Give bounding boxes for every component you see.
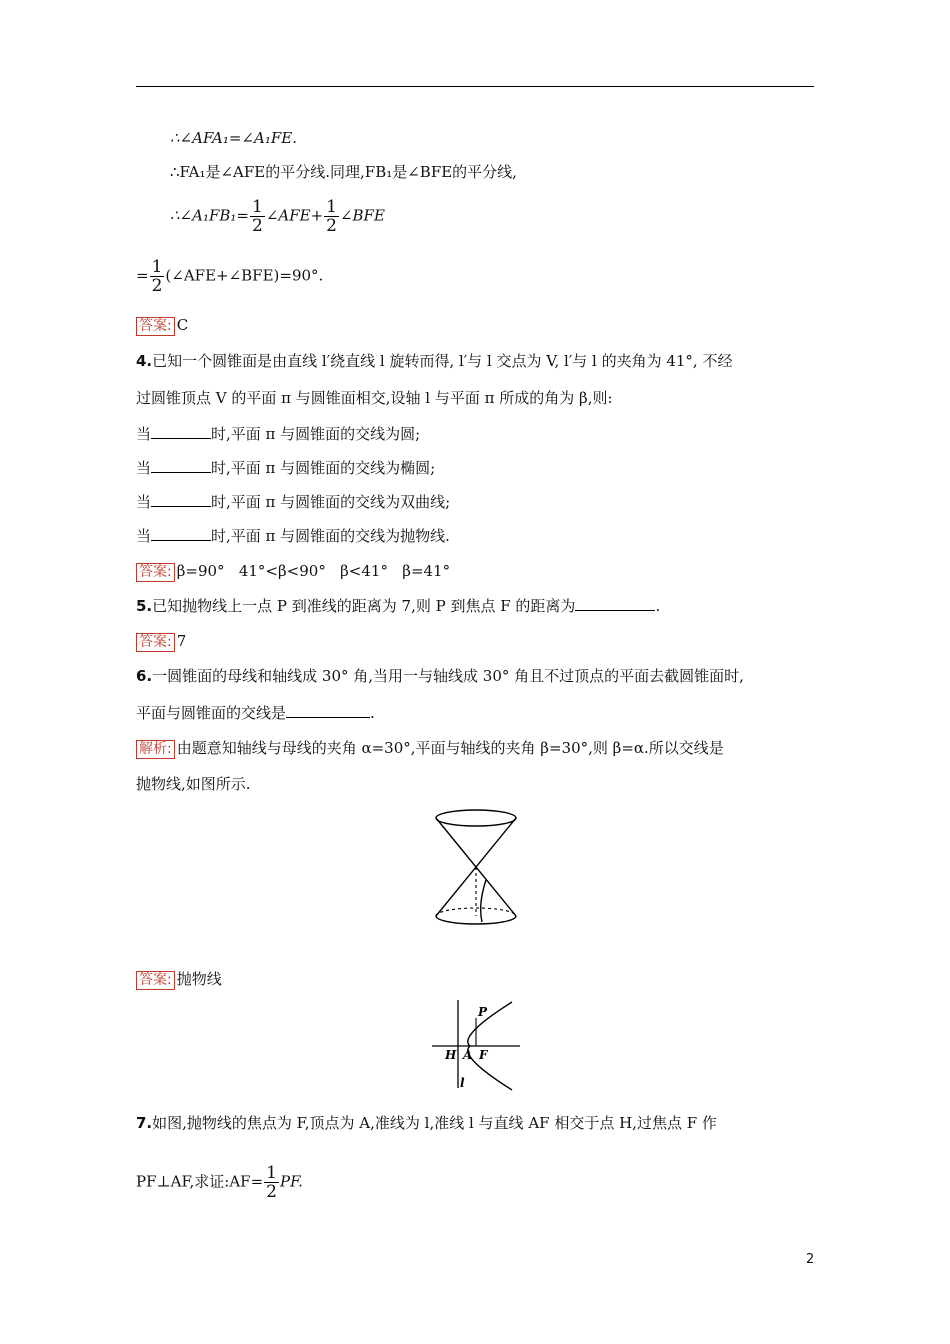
fraction-denominator: 2	[251, 216, 263, 236]
answer-blank[interactable]	[151, 424, 211, 439]
q7-line-1	[136, 1113, 717, 1133]
proof-line-4-prefix: =	[136, 266, 149, 285]
q4-case-1-text: 时,平面 π 与圆锥面的交线为圆;	[211, 425, 421, 443]
q6-analysis-text-1: 由题意知轴线与母线的夹角 α=30°,平面与轴线的夹角 β=30°,则 β=α.所以交线是	[176, 739, 724, 757]
proof-line-3-mid: ∠AFE+	[265, 206, 324, 225]
proof-line-4	[136, 258, 323, 295]
fraction-denominator: 2	[151, 276, 163, 296]
top-cone-rim	[436, 810, 516, 826]
q7-number: 7.	[136, 1114, 153, 1132]
q4-case-3	[136, 492, 450, 512]
answer-blank[interactable]	[575, 596, 655, 611]
when-label: 当	[136, 527, 152, 545]
proof-line-3-suffix: ∠BFE	[339, 206, 385, 225]
q7-text-2-prefix: PF⊥AF,求证:AF=	[136, 1172, 264, 1191]
fraction-denominator: 2	[266, 1182, 277, 1202]
label-p: P	[478, 1005, 488, 1019]
label-f: F	[479, 1048, 488, 1062]
q5-text: 已知抛物线上一点 P 到准线的距离为 7,则 P 到焦点 F 的距离为	[152, 597, 576, 615]
fraction-half	[250, 198, 265, 235]
answer-blank[interactable]	[151, 492, 211, 507]
q7-line-2	[136, 1164, 303, 1201]
fraction-half	[150, 258, 165, 295]
fraction-numerator: 1	[251, 197, 263, 217]
answer-blank[interactable]	[151, 458, 211, 473]
q6-line-1	[136, 666, 744, 686]
answer-blank[interactable]	[151, 526, 211, 541]
q4-text-1: 已知一个圆锥面是由直线 l′绕直线 l 旋转而得, l′与 l 交点为 V, l′与 l 的夹角为 41°, 不经	[152, 352, 733, 370]
answer-blank[interactable]	[286, 703, 370, 718]
fraction-half	[324, 198, 339, 235]
q4-case-2-text: 时,平面 π 与圆锥面的交线为椭圆;	[211, 459, 436, 477]
label-l: l	[460, 1076, 465, 1090]
parabola-figure	[424, 996, 524, 1092]
q4-line-2: 过圆锥顶点 V 的平面 π 与圆锥面相交,设轴 l 与平面 π 所成的角为 β,则:	[136, 389, 613, 407]
proof-line-4-suffix: (∠AFE+∠BFE)=90°.	[165, 266, 324, 285]
q7-text-2-suffix: PF.	[279, 1172, 303, 1191]
q5-answer	[136, 631, 186, 652]
proof-answer	[136, 315, 188, 336]
q5-line	[136, 596, 660, 616]
fraction-denominator: 2	[326, 216, 337, 236]
q5-tail: .	[655, 597, 661, 615]
bottom-rim-front	[436, 916, 516, 924]
q6-analysis-1	[136, 738, 724, 759]
q4-answer	[136, 561, 450, 582]
page-number: 2	[806, 1252, 815, 1267]
q4-case-4-text: 时,平面 π 与圆锥面的交线为抛物线.	[211, 527, 450, 545]
answer-value: β=90° 41°<β<90° β<41° β=41°	[176, 562, 451, 580]
fraction-numerator: 1	[266, 1163, 277, 1183]
fraction-half	[264, 1164, 279, 1201]
when-label: 当	[136, 459, 152, 477]
q4-number: 4.	[136, 352, 153, 370]
q5-number: 5.	[136, 597, 153, 615]
answer-value: 7	[176, 632, 187, 650]
analysis-label: 解析:	[136, 740, 175, 759]
q7-text-1: 如图,抛物线的焦点为 F,顶点为 A,准线为 l,准线 l 与直线 AF 相交于点 H,过焦点 F 作	[152, 1114, 717, 1132]
answer-label: 答案:	[136, 563, 175, 582]
parabola-section-curve	[481, 880, 486, 922]
answer-label: 答案:	[136, 317, 175, 336]
proof-line-3-prefix: ∴∠A₁FB₁=	[170, 206, 249, 225]
q4-case-4	[136, 526, 450, 546]
double-cone-figure	[426, 804, 526, 934]
q4-line-1	[136, 351, 732, 371]
answer-value: 抛物线	[176, 970, 222, 988]
q6-text-1: 一圆锥面的母线和轴线成 30° 角,当用一与轴线成 30° 角且不过顶点的平面去截圆锥面时,	[152, 667, 744, 685]
fraction-numerator: 1	[151, 257, 163, 277]
label-a: A	[463, 1048, 473, 1062]
label-h: H	[445, 1048, 457, 1062]
q6-tail: .	[370, 704, 375, 722]
q6-text-2: 平面与圆锥面的交线是	[136, 704, 287, 722]
proof-line-3	[170, 198, 385, 235]
q6-line-2	[136, 703, 375, 723]
answer-value: C	[176, 316, 189, 334]
q4-case-2	[136, 458, 435, 478]
answer-label: 答案:	[136, 633, 175, 652]
when-label: 当	[136, 425, 152, 443]
q4-case-1	[136, 424, 420, 444]
proof-line-2: ∴FA₁是∠AFE的平分线.同理,FB₁是∠BFE的平分线,	[170, 163, 517, 181]
q6-analysis-2: 抛物线,如图所示.	[136, 775, 251, 793]
when-label: 当	[136, 493, 152, 511]
q4-case-3-text: 时,平面 π 与圆锥面的交线为双曲线;	[211, 493, 451, 511]
q6-number: 6.	[136, 667, 153, 685]
answer-label: 答案:	[136, 971, 175, 990]
header-rule	[136, 86, 814, 87]
q6-answer	[136, 969, 222, 990]
fraction-numerator: 1	[326, 197, 337, 217]
proof-line-1: ∴∠AFA₁=∠A₁FE.	[170, 129, 298, 147]
